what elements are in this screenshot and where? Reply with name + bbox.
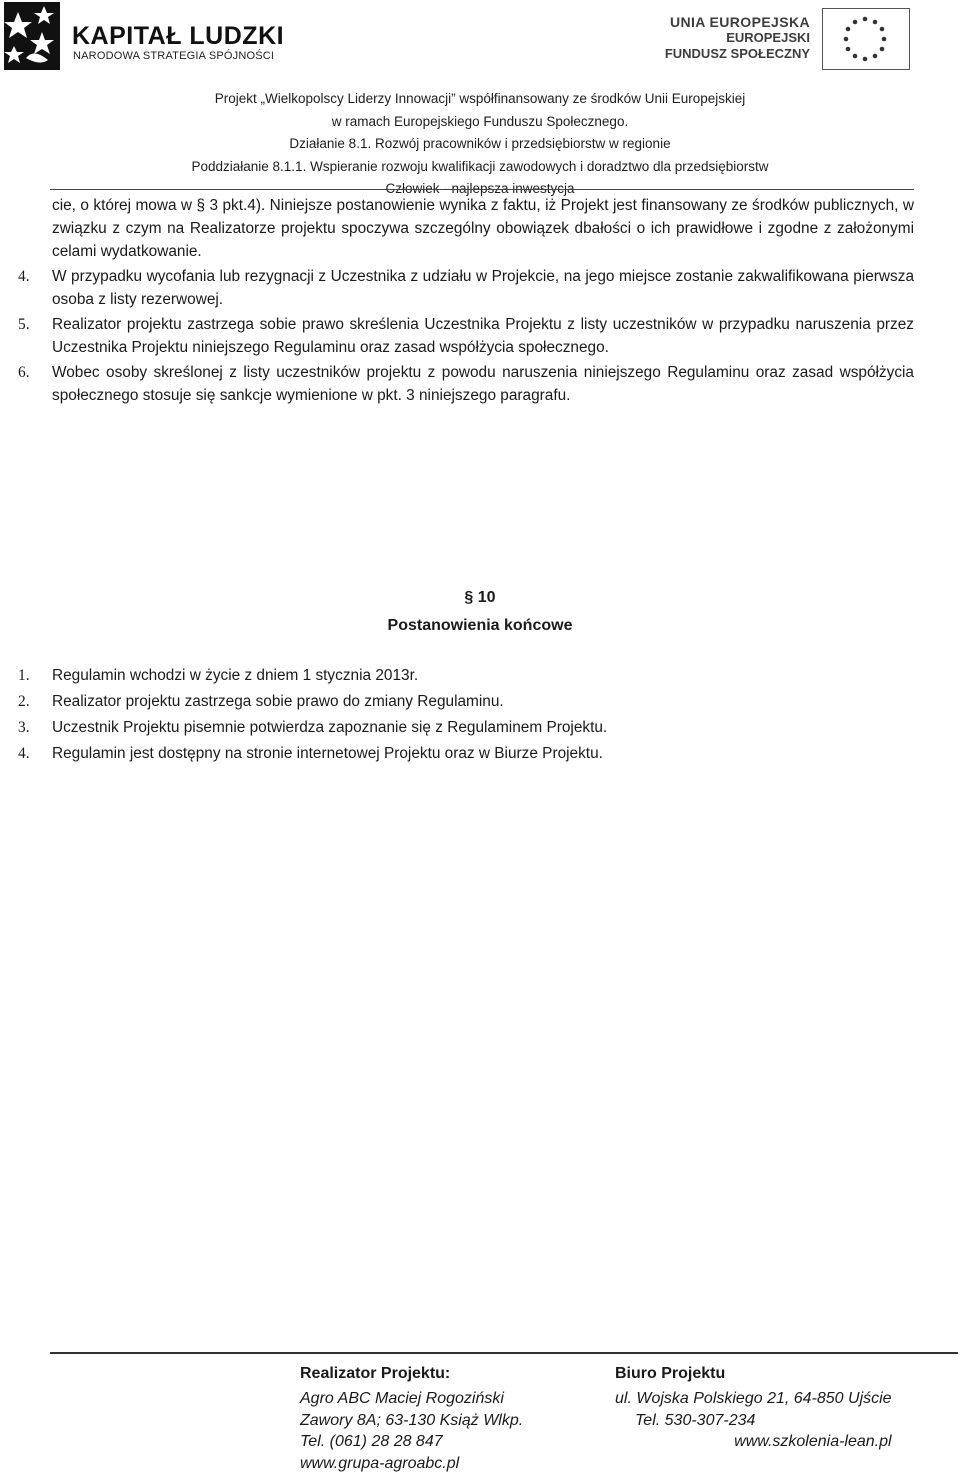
project-line-5: Człowiek - najlepsza inwestycja (385, 181, 575, 196)
kapital-ludzki-title: KAPITAŁ LUDZKI (72, 22, 285, 50)
eu-logo-line2: EUROPEJSKI (726, 30, 810, 45)
eu-logo-text (665, 14, 810, 62)
final-provisions-list (18, 663, 914, 767)
footer-organizer-line: Agro ABC Maciej Rogoziński (300, 1390, 504, 1407)
list-item-number: 4. (18, 745, 30, 762)
list-item (18, 663, 914, 689)
footer-office-line: ul. Wojska Polskiego 21, 64-850 Ujście (615, 1390, 892, 1407)
list-item (18, 265, 914, 311)
footer-office-line: Tel. 530-307-234 (635, 1411, 756, 1429)
header-divider (50, 189, 914, 190)
footer-organizer-heading: Realizator Projektu: (300, 1365, 451, 1382)
eu-flag-icon (822, 8, 910, 70)
list-item-number: 3. (18, 719, 30, 736)
list-item-number: 5. (18, 316, 30, 333)
list-item (18, 689, 914, 715)
kapital-ludzki-subtitle: NARODOWA STRATEGIA SPÓJNOŚCI (73, 50, 275, 62)
list-item-text: Uczestnik Projektu pisemnie potwierdza zapoznanie się z Regulaminem Projektu. (52, 719, 608, 736)
eu-logo (640, 8, 910, 72)
footer-office (615, 1360, 892, 1453)
list-item-text: Regulamin wchodzi w życie z dniem 1 stycznia 2013r. (52, 667, 419, 684)
list-item-number: 4. (18, 268, 30, 285)
list-item (18, 715, 914, 741)
footer-organizer-website: www.grupa-agroabc.pl (300, 1454, 460, 1472)
section-heading (0, 584, 960, 640)
footer-organizer-line: Zawory 8A; 63-130 Książ Wlkp. (300, 1411, 524, 1429)
list-item-text: Realizator projektu zastrzega sobie prawo skreślenia Uczestnika Projektu z listy uczestników w przypadku naruszenia przez Uczestnika Projektu niniejszego Regulaminu oraz zasad współżycia społecznego. (52, 316, 914, 356)
list-item-text: W przypadku wycofania lub rezygnacji z Uczestnika z udziału w Projekcie, na jego miejsce zostanie zakwalifikowana pierwsza osoba z listy rezerwowej. (52, 268, 914, 308)
project-line-3: Działanie 8.1. Rozwój pracowników i przedsiębiorstw w regionie (289, 136, 671, 151)
section-number: § 10 (464, 589, 496, 606)
section-title: Postanowienia końcowe (387, 617, 573, 634)
project-line-2: w ramach Europejskiego Funduszu Społecznego. (331, 113, 629, 129)
project-header (0, 88, 960, 201)
eu-logo-line3: FUNDUSZ SPOŁECZNY (664, 46, 810, 61)
footer-office-website: www.szkolenia-lean.pl (734, 1433, 892, 1450)
list-item (18, 313, 914, 359)
document-body (18, 194, 914, 407)
continuation-paragraph: cie, o której mowa w § 3 pkt.4). Niniejsze postanowienie wynika z faktu, iż Projekt jest finansowany ze środków publicznych, w związku z czym na Realizatorze projektu spoczywa szczególny obowiązek dbałości o ich prawidłowe i zgodne z założonymi celami wydatkowanie. (52, 197, 914, 260)
project-line-4: Poddziałanie 8.1.1. Wspieranie rozwoju kwalifikacji zawodowych i doradztwo dla przedsiębiorstw (191, 158, 769, 174)
list-item (18, 741, 914, 767)
list-item-number: 1. (18, 667, 30, 684)
kapital-ludzki-logo (4, 2, 285, 72)
eu-logo-line1: UNIA EUROPEJSKA (669, 14, 810, 30)
list-item-number: 2. (18, 693, 30, 710)
kapital-ludzki-emblem-icon (4, 2, 66, 72)
list-item-text: Regulamin jest dostępny na stronie internetowej Projektu oraz w Biurze Projektu. (52, 745, 603, 762)
project-line-1: Projekt „Wielkopolscy Liderzy Innowacji” współfinansowany ze środków Unii Europejskiej (214, 91, 746, 106)
list-item-text: Wobec osoby skreślonej z listy uczestników projektu z powodu naruszenia niniejszego Regulaminu oraz zasad współżycia społecznego stosuje się sankcje wymienione w pkt. 3 niniejszego paragrafu. (52, 364, 914, 404)
list-item (18, 361, 914, 407)
footer-divider (50, 1352, 958, 1354)
list-item-text: Realizator projektu zastrzega sobie prawo do zmiany Regulaminu. (52, 693, 504, 710)
footer-office-heading: Biuro Projektu (615, 1365, 726, 1382)
list-item-number: 6. (18, 364, 30, 381)
footer-organizer (300, 1360, 523, 1474)
footer-organizer-line: Tel. (061) 28 28 847 (300, 1433, 443, 1450)
